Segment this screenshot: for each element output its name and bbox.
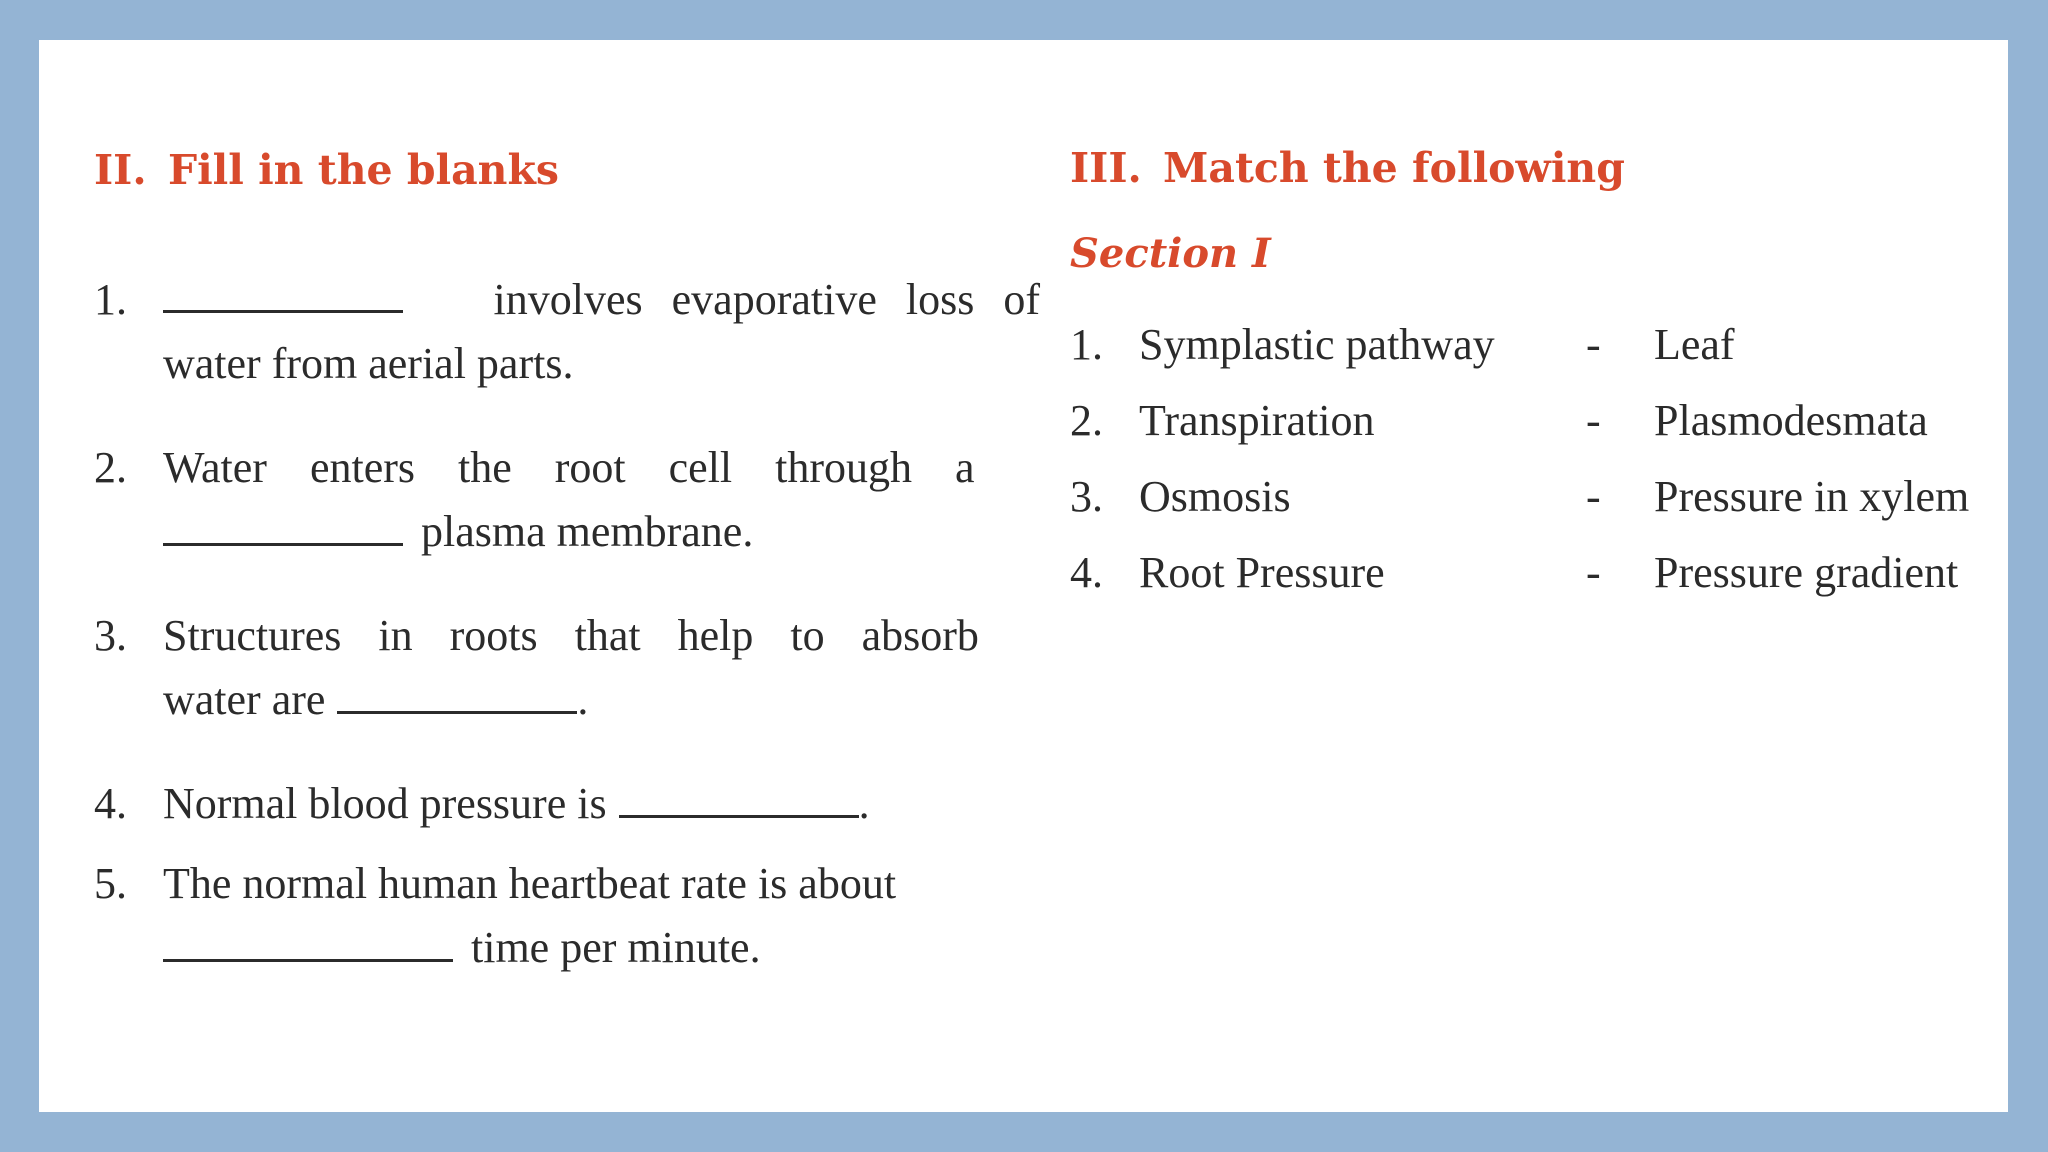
section-title: Match the following (1163, 144, 1625, 192)
question-line (94, 916, 1040, 980)
question-number: 2. (94, 443, 127, 492)
match-number: 4. (1070, 548, 1103, 597)
question-text: time per minute. (471, 923, 761, 972)
answer-blank (619, 773, 859, 818)
match-option: Pressure gradient (1654, 548, 1959, 597)
question-number: 1. (94, 275, 127, 324)
section-number: II. (94, 146, 147, 194)
question-line (94, 268, 1040, 332)
match-separator: - (1586, 548, 1601, 597)
question-text: The normal human heartbeat rate is about (163, 859, 897, 908)
match-option: Pressure in xylem (1654, 472, 1970, 521)
question-text: water are (163, 675, 326, 724)
question-item (94, 604, 1040, 732)
match-term: Transpiration (1139, 396, 1375, 445)
question-line (94, 604, 1040, 668)
question-line (94, 436, 1040, 500)
question-number: 3. (94, 611, 127, 660)
answer-blank (337, 669, 577, 714)
question-item (94, 268, 1040, 396)
question-line (94, 668, 1040, 732)
question-text: Structures in roots that help to absorb (163, 611, 979, 660)
question-number: 5. (94, 859, 127, 908)
question-text: Normal blood pressure is (163, 779, 607, 828)
match-term: Root Pressure (1139, 548, 1385, 597)
punctuation: . (858, 779, 870, 828)
match-term: Symplastic pathway (1139, 320, 1495, 369)
question-text: plasma membrane. (421, 507, 754, 556)
match-separator: - (1586, 472, 1601, 521)
match-number: 3. (1070, 472, 1103, 521)
section-number: III. (1070, 144, 1142, 192)
match-number: 2. (1070, 396, 1103, 445)
question-line (94, 772, 1040, 836)
question-text: Water enters the root cell through a (163, 443, 975, 492)
answer-blank (163, 268, 403, 313)
match-separator: - (1586, 320, 1601, 369)
match-separator: - (1586, 396, 1601, 445)
section-subtitle: Section I (1070, 230, 1271, 277)
question-line (94, 852, 1040, 916)
question-item (94, 772, 1040, 836)
question-text: water from aerial parts. (163, 339, 574, 388)
match-option: Leaf (1654, 320, 1735, 369)
match-option: Plasmodesmata (1654, 396, 1928, 445)
fill-in-blanks-heading (94, 146, 559, 194)
punctuation: . (577, 675, 589, 724)
question-number: 4. (94, 779, 127, 828)
worksheet-page (39, 40, 2008, 1112)
match-number: 1. (1070, 320, 1103, 369)
question-text: involves evaporative loss of (493, 275, 1040, 324)
match-term: Osmosis (1139, 472, 1291, 521)
question-line (94, 332, 1040, 396)
question-item (94, 852, 1040, 980)
answer-blank (163, 501, 403, 546)
answer-blank (163, 917, 453, 962)
question-item (94, 436, 1040, 564)
section-title: Fill in the blanks (168, 146, 559, 194)
match-following-heading (1070, 144, 1625, 192)
question-line (94, 500, 1040, 564)
